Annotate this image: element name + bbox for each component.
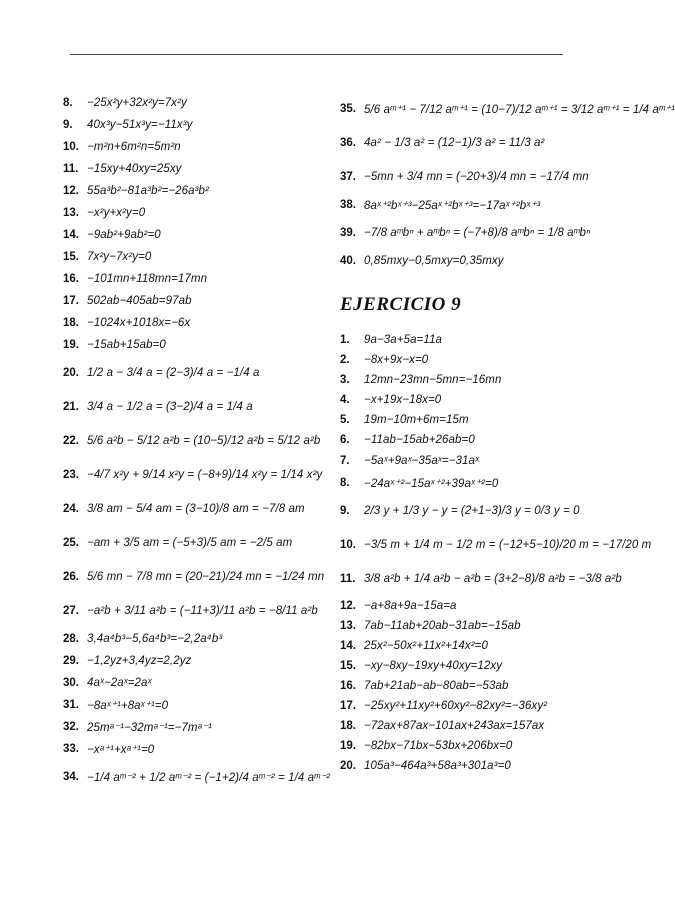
exercise-item [340, 216, 602, 250]
exercise-item [63, 334, 325, 356]
exercise-expression: 3/8 a²b + 1/4 a²b − a²b = (3+2−8)/8 a²b = −3/8 a²b [364, 573, 622, 585]
exercise-item [63, 268, 325, 290]
exercise-list-continued [340, 92, 675, 272]
exercise-expression: 5/6 a²b − 5/12 a²b = (10−5)/12 a²b = 5/12 a²b [87, 435, 321, 447]
exercise-item [340, 656, 602, 676]
exercise-number: 17. [340, 700, 356, 712]
exercise-item [340, 676, 602, 696]
exercise-number: 16. [63, 273, 79, 285]
exercise-expression: −11ab−15ab+26ab=0 [364, 434, 475, 446]
exercise-item [340, 472, 602, 494]
exercise-number: 19. [63, 339, 79, 351]
exercise-expression: −x²y+x²y=0 [87, 207, 146, 219]
exercise-expression: −4/7 x²y + 9/14 x²y = (−8+9)/14 x²y = 1/14 x²y [87, 469, 323, 481]
exercise-item [63, 526, 325, 560]
exercise-expression: −m²n+6m²n=5m²n [87, 141, 181, 153]
exercise-number: 33. [63, 743, 79, 755]
exercise-number: 12. [340, 600, 356, 612]
exercise-expression: −72ax+87ax−101ax+243ax=157ax [364, 720, 545, 732]
exercise-item [340, 716, 602, 736]
exercise-number: 39. [340, 227, 356, 239]
exercise-item [63, 224, 325, 246]
exercise-number: 26. [63, 571, 79, 583]
top-rule [70, 54, 563, 55]
left-column [63, 92, 331, 794]
exercise-item [340, 636, 602, 656]
exercise-number: 28. [63, 633, 79, 645]
exercise-item [63, 424, 325, 458]
exercise-item [63, 290, 325, 312]
exercise-number: 11. [340, 573, 356, 585]
exercise-item [340, 528, 652, 562]
exercise-item [63, 594, 325, 628]
exercise-expression: −x+19x−18x=0 [364, 394, 442, 406]
exercise-number: 31. [63, 699, 79, 711]
exercise-expression: −25xy²+11xy²+60xy²−82xy²=−36xy² [364, 700, 548, 712]
exercise-expression: 105a³−464a³+58a³+301a³=0 [364, 760, 511, 772]
exercise-number: 35. [340, 103, 356, 115]
exercise-item [340, 596, 602, 616]
exercise-number: 29. [63, 655, 79, 667]
exercise-9-list [340, 330, 652, 776]
exercise-expression: 3/4 a − 1/2 a = (3−2)/4 a = 1/4 a [87, 401, 253, 413]
exercise-expression: −am + 3/5 am = (−5+3)/5 am = −2/5 am [87, 537, 293, 549]
exercise-expression: −1024x+1018x=−6x [87, 317, 191, 329]
exercise-number: 9. [340, 505, 350, 517]
exercise-item [63, 628, 325, 650]
exercise-expression: −1,2yz+3,4yz=2,2yz [87, 655, 192, 667]
exercise-number: 19. [340, 740, 356, 752]
exercise-number: 15. [340, 660, 356, 672]
exercise-number: 3. [340, 374, 350, 386]
exercise-item [63, 716, 325, 738]
exercise-expression: 4aˣ−2aˣ=2aˣ [87, 677, 152, 689]
exercise-number: 20. [340, 760, 356, 772]
exercise-expression: 12mn−23mn−5mn=−16mn [364, 374, 502, 386]
exercise-number: 9. [63, 119, 73, 131]
exercise-number: 8. [63, 97, 73, 109]
exercise-number: 25. [63, 537, 79, 549]
exercise-number: 24. [63, 503, 79, 515]
exercise-item [340, 494, 602, 528]
exercise-item [340, 330, 602, 350]
exercise-expression: 25x²−50x²+11x²+14x²=0 [364, 640, 488, 652]
exercise-expression: −7/8 aᵐbⁿ + aᵐbⁿ = (−7+8)/8 aᵐbⁿ = 1/8 aᵐbⁿ [364, 227, 591, 239]
exercise-item [63, 390, 325, 424]
exercise-item [63, 158, 325, 180]
exercise-item [63, 738, 325, 760]
exercise-item [340, 350, 602, 370]
exercise-number: 38. [340, 199, 356, 211]
exercise-number: 6. [340, 434, 350, 446]
exercise-number: 21. [63, 401, 79, 413]
exercise-expression: 19m−10m+6m=15m [364, 414, 469, 426]
exercise-expression: −8x+9x−x=0 [364, 354, 429, 366]
exercise-number: 17. [63, 295, 79, 307]
exercise-expression: 25mᵃ⁻¹−32mᵃ⁻¹=−7mᵃ⁻¹ [87, 722, 212, 734]
exercise-item [63, 312, 325, 334]
exercise-number: 5. [340, 414, 350, 426]
exercise-item [63, 694, 325, 716]
exercise-expression: 2/3 y + 1/3 y − y = (2+1−3)/3 y = 0/3 y = 0 [364, 505, 580, 517]
exercise-item [340, 390, 602, 410]
exercise-item [63, 92, 325, 114]
exercise-expression: −5mn + 3/4 mn = (−20+3)/4 mn = −17/4 mn [364, 171, 589, 183]
exercise-number: 4. [340, 394, 350, 406]
exercise-item [63, 650, 325, 672]
section-title: EJERCICIO 9 [340, 294, 462, 315]
exercise-number: 18. [63, 317, 79, 329]
exercise-expression: 7ab+21ab−ab−80ab=−53ab [364, 680, 509, 692]
exercise-item [63, 356, 325, 390]
exercise-number: 15. [63, 251, 79, 263]
exercise-expression: −15xy+40xy=25xy [87, 163, 182, 175]
exercise-number: 37. [340, 171, 356, 183]
exercise-number: 11. [63, 163, 79, 175]
exercise-expression: 40x³y−51x³y=−11x³y [87, 119, 193, 131]
exercise-expression: −25x²y+32x²y=7x²y [87, 97, 187, 109]
exercise-expression: 55a³b²−81a³b²=−26a³b² [87, 185, 209, 197]
exercise-number: 20. [63, 367, 79, 379]
exercise-number: 32. [63, 721, 79, 733]
exercise-expression: 7ab−11ab+20ab−31ab=−15ab [364, 620, 521, 632]
exercise-item [63, 180, 325, 202]
exercise-item [63, 492, 325, 526]
exercise-number: 34. [63, 771, 79, 783]
exercise-item [340, 696, 602, 716]
exercise-expression: 0,85mxy−0,5mxy=0,35mxy [364, 255, 504, 267]
exercise-item [340, 92, 675, 126]
exercise-number: 12. [63, 185, 79, 197]
exercise-number: 16. [340, 680, 356, 692]
exercise-item [340, 736, 602, 756]
exercise-number: 36. [340, 137, 356, 149]
exercise-item [63, 672, 325, 694]
exercise-expression: −3/5 m + 1/4 m − 1/2 m = (−12+5−10)/20 m = −17/20 m [364, 539, 652, 551]
exercise-expression: −82bx−71bx−53bx+206bx=0 [364, 740, 513, 752]
exercise-number: 10. [340, 539, 356, 551]
exercise-item [340, 126, 602, 160]
exercise-item [63, 202, 325, 224]
exercise-expression: −24aˣ⁺²−15aˣ⁺²+39aˣ⁺²=0 [364, 478, 499, 490]
exercise-item [340, 194, 602, 216]
exercise-expression: −9ab²+9ab²=0 [87, 229, 161, 241]
exercise-expression: −a²b + 3/11 a²b = (−11+3)/11 a²b = −8/11 a²b [87, 605, 318, 617]
exercise-number: 13. [63, 207, 79, 219]
exercise-number: 8. [340, 477, 350, 489]
exercise-expression: 502ab−405ab=97ab [87, 295, 192, 307]
exercise-item [340, 450, 602, 472]
exercise-number: 13. [340, 620, 356, 632]
exercise-number: 23. [63, 469, 79, 481]
exercise-item [63, 560, 325, 594]
exercise-number: 1. [340, 334, 350, 346]
exercise-item [63, 136, 325, 158]
exercise-expression: 5/6 mn − 7/8 mn = (20−21)/24 mn = −1/24 mn [87, 571, 325, 583]
exercise-expression: 4a² − 1/3 a² = (12−1)/3 a² = 11/3 a² [364, 137, 545, 149]
exercise-expression: 3,4a⁴b³−5,6a⁴b³=−2,2a⁴b³ [87, 633, 223, 645]
exercise-expression: 3/8 am − 5/4 am = (3−10)/8 am = −7/8 am [87, 503, 305, 515]
exercise-number: 14. [63, 229, 79, 241]
exercise-item [63, 458, 325, 492]
exercise-expression: 8aˣ⁺²bˣ⁺³−25aˣ⁺²bˣ⁺³=−17aˣ⁺²bˣ⁺³ [364, 200, 541, 212]
exercise-item [340, 756, 602, 776]
right-column [340, 92, 675, 776]
exercise-number: 40. [340, 255, 356, 267]
exercise-expression: −a+8a+9a−15a=a [364, 600, 457, 612]
exercise-item [63, 760, 331, 794]
exercise-expression: 1/2 a − 3/4 a = (2−3)/4 a = −1/4 a [87, 367, 260, 379]
exercise-expression: 5/6 aᵐ⁺¹ − 7/12 aᵐ⁺¹ = (10−7)/12 aᵐ⁺¹ = 3/12 aᵐ⁺¹ = 1/4 aᵐ⁺¹ [364, 104, 675, 116]
exercise-expression: 9a−3a+5a=11a [364, 334, 443, 346]
exercise-expression: −xy−8xy−19xy+40xy=12xy [364, 660, 503, 672]
exercise-number: 18. [340, 720, 356, 732]
exercise-item [340, 250, 602, 272]
exercise-item [340, 616, 602, 636]
exercise-expression: −5aˣ+9aˣ−35aˣ=−31aˣ [364, 455, 479, 467]
exercise-item [340, 410, 602, 430]
exercise-item [340, 160, 602, 194]
exercise-number: 22. [63, 435, 79, 447]
exercise-number: 7. [340, 455, 350, 467]
exercise-item [340, 562, 622, 596]
exercise-item [340, 430, 602, 450]
exercise-item [63, 114, 325, 136]
exercise-expression: −15ab+15ab=0 [87, 339, 166, 351]
exercise-expression: −101mn+118mn=17mn [87, 273, 208, 285]
exercise-expression: −xᵃ⁺¹+xᵃ⁺¹=0 [87, 744, 155, 756]
exercise-number: 10. [63, 141, 79, 153]
exercise-number: 2. [340, 354, 350, 366]
exercise-item [340, 370, 602, 390]
exercise-expression: −8aˣ⁺¹+8aˣ⁺¹=0 [87, 700, 169, 712]
exercise-item [63, 246, 325, 268]
exercise-expression: −1/4 aᵐ⁻² + 1/2 aᵐ⁻² = (−1+2)/4 aᵐ⁻² = 1/4 aᵐ⁻² [87, 772, 331, 784]
exercise-expression: 7x²y−7x²y=0 [87, 251, 152, 263]
exercise-number: 30. [63, 677, 79, 689]
exercise-number: 27. [63, 605, 79, 617]
exercise-number: 14. [340, 640, 356, 652]
